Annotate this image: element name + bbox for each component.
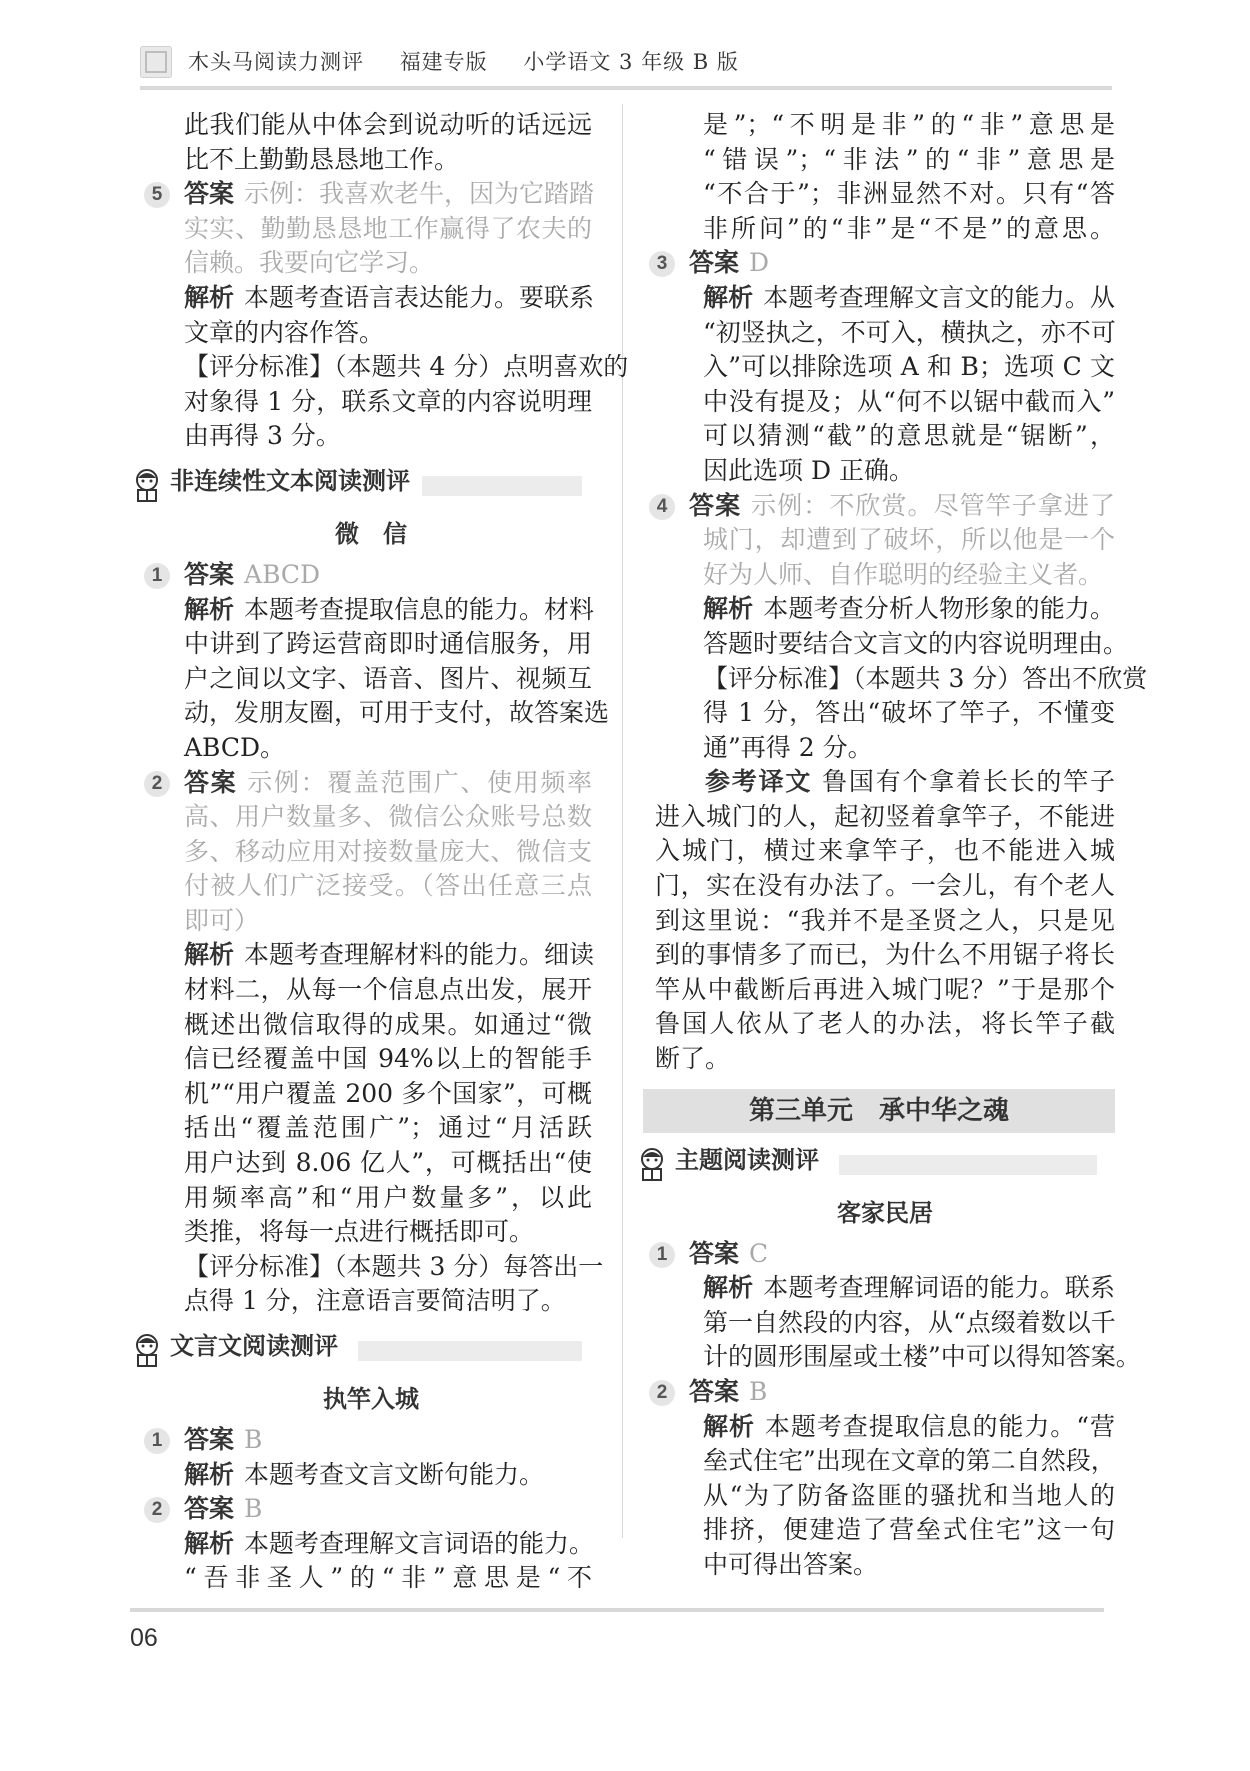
- analysis-label: 解析: [184, 1459, 235, 1489]
- criteria-text: 【评分标准】（本题共 3 分）答出不欣赏: [703, 663, 1148, 693]
- series-name: 木头马阅读力测评: [188, 50, 364, 74]
- analysis-label: 解析: [184, 594, 235, 624]
- analysis-text: 中可得出答案。: [703, 1549, 879, 1579]
- criteria-text: 得 1 分，答出“破坏了竿子，不懂变: [703, 698, 1115, 728]
- analysis-text: 本题考查理解文言词语的能力。: [244, 1528, 595, 1558]
- translation-text: 入城门，横过来拿竿子，也不能进入城: [655, 836, 1115, 866]
- answer-label: 答案: [184, 1425, 235, 1454]
- criteria-text: 【评分标准】（本题共 4 分）点明喜欢的: [184, 352, 629, 382]
- analysis-text: 文章的内容作答。: [184, 317, 385, 347]
- answer-text: D: [749, 248, 770, 278]
- question-number: 2: [144, 771, 170, 797]
- analysis-text: “错误”；“非法”的“非”意思是: [703, 144, 1115, 174]
- question-4: [655, 489, 1115, 524]
- analysis-label: 解析: [703, 1411, 755, 1441]
- analysis-label: 解析: [184, 282, 235, 312]
- answer-label: 答案: [184, 767, 238, 797]
- answer-text: 实实、勤勤恳恳地工作赢得了农夫的: [184, 213, 592, 243]
- criteria-text: 由再得 3 分。: [184, 421, 341, 451]
- translation-text: 断了。: [655, 1044, 731, 1074]
- analysis-text: 垒式住宅”出现在文章的第二自然段，: [703, 1446, 1116, 1476]
- unit-banner: 第三单元 承中华之魂: [643, 1089, 1115, 1133]
- answer-label: 答案: [689, 1377, 740, 1406]
- answer-text: C: [749, 1238, 769, 1268]
- question-5: [150, 177, 595, 212]
- analysis-text: 因此选项 D 正确。: [703, 455, 914, 485]
- left-column: [150, 108, 629, 1596]
- analysis-label: 解析: [184, 940, 235, 970]
- answer-text: 示例：我喜欢老牛，因为它踏踏: [244, 179, 595, 209]
- analysis-text: 是”；“不明是非”的“非”意思是: [703, 110, 1115, 139]
- analysis-text: 材料二，从每一个信息点出发，展开: [184, 975, 592, 1005]
- analysis-text: 中讲到了跨运营商即时通信服务，用: [184, 629, 592, 659]
- reader-icon: [637, 1147, 667, 1181]
- question-3: [655, 246, 1115, 281]
- question-number: 3: [649, 251, 675, 277]
- answer-text: 多、移动应用对接数量庞大、微信支: [184, 836, 592, 866]
- analysis-text: 本题考查提取信息的能力。“营: [764, 1411, 1115, 1441]
- analysis-text: ABCD。: [184, 732, 286, 762]
- question-1: [655, 1237, 1115, 1272]
- criteria-text: 【评分标准】（本题共 3 分）每答出一: [184, 1251, 604, 1281]
- section-title: 主题阅读测评: [675, 1145, 819, 1174]
- analysis-text: 用频率高”和“用户数量多”，以此: [184, 1182, 592, 1212]
- answer-text: 信赖。我要向它学习。: [184, 248, 435, 278]
- question-2: [655, 1375, 1115, 1410]
- analysis-text: 非所问”的“非”是“不是”的意思。: [703, 213, 1115, 243]
- answer-label: 答案: [689, 490, 742, 520]
- translation-text: 到的事情多了而已，为什么不用锯子将长: [655, 940, 1115, 970]
- analysis-text: 信已经覆盖中国 94%以上的智能手: [184, 1044, 592, 1074]
- edition-name: 福建专版: [399, 50, 488, 74]
- translation-text: 鲁国人依从了老人的办法，将长竿子截: [655, 1009, 1115, 1039]
- analysis-text: 计的圆形围屋或土楼”中可以得知答案。: [703, 1342, 1141, 1372]
- section-heading: [655, 1143, 1115, 1187]
- question-1: [150, 1423, 592, 1458]
- reader-icon: [132, 1333, 162, 1367]
- analysis-text: 可以猜测“截”的意思就是“锯断”，: [703, 421, 1115, 451]
- question-number: 1: [144, 563, 170, 589]
- article-title: 执竿入城: [323, 1385, 419, 1413]
- question-number: 1: [144, 1428, 170, 1454]
- criteria-text: 点得 1 分，注意语言要简洁明了。: [184, 1286, 566, 1316]
- analysis-text: 本题考查理解材料的能力。细读: [244, 940, 595, 970]
- article-title: 客家民居: [837, 1198, 933, 1227]
- analysis-text: 户之间以文字、语音、图片、视频互: [184, 663, 592, 693]
- answer-text: ABCD: [244, 559, 321, 589]
- analysis-text: 本题考查文言文断句能力。: [244, 1459, 545, 1489]
- analysis-label: 解析: [703, 282, 754, 312]
- analysis-text: 排挤，便建造了营垒式住宅”这一句: [703, 1515, 1115, 1545]
- analysis-text: 动，发朋友圈，可用于支付，故答案选: [184, 698, 610, 728]
- section-bar: [839, 1155, 1097, 1175]
- analysis-text: “初竖执之，不可入，横执之，亦不可: [703, 317, 1116, 347]
- section-title: 文言文阅读测评: [170, 1332, 338, 1360]
- question-number: 2: [649, 1380, 675, 1406]
- answer-text: B: [244, 1494, 263, 1524]
- translation-text: 竿从中截断后再进入城门呢？”于是那个: [655, 974, 1115, 1004]
- translation-label: 参考译文: [705, 767, 813, 797]
- question-2: [150, 766, 592, 801]
- section-bar: [358, 1341, 582, 1361]
- analysis-text: 概述出微信取得的成果。如通过“微: [184, 1009, 592, 1039]
- analysis-text: 中没有提及；从“何不以锯中截而入”: [703, 386, 1115, 416]
- analysis-text: 机”“用户覆盖 200 多个国家”，可概: [184, 1078, 592, 1108]
- question-1: [150, 558, 592, 593]
- question-number: 2: [144, 1497, 170, 1523]
- section-bar: [422, 476, 582, 496]
- answer-text: 城门，却遭到了破坏，所以他是一个: [703, 525, 1115, 555]
- analysis-text: 答题时要结合文言文的内容说明理由。: [703, 628, 1129, 658]
- analysis-text: 本题考查提取信息的能力。材料: [244, 594, 595, 624]
- header-rule: [140, 86, 1112, 90]
- analysis-text: 本题考查理解文言文的能力。从: [763, 282, 1115, 312]
- grade-name: 小学语文 3 年级 B 版: [523, 50, 739, 74]
- answer-label: 答案: [689, 1238, 740, 1268]
- answer-label: 答案: [184, 1494, 235, 1524]
- answer-label: 答案: [184, 559, 235, 589]
- analysis-text: 本题考查语言表达能力。要联系: [244, 282, 595, 312]
- question-number: 1: [649, 1242, 675, 1268]
- question-2: [150, 1492, 592, 1527]
- analysis-label: 解析: [184, 1528, 235, 1558]
- right-column: [655, 108, 1148, 1583]
- analysis-text: “不合于”；非洲显然不对。只有“答: [703, 179, 1115, 209]
- section-heading: [150, 464, 592, 508]
- answer-text: 即可）: [184, 905, 260, 935]
- text-line: 比不上勤勤恳恳地工作。: [184, 144, 460, 174]
- answer-label: 答案: [184, 179, 235, 209]
- page-header: [140, 40, 1112, 88]
- answer-text: 付被人们广泛接受。（答出任意三点: [184, 871, 592, 901]
- translation-text: 到这里说：“我并不是圣贤之人，只是见: [655, 905, 1115, 935]
- analysis-text: 入”可以排除选项 A 和 B；选项 C 文: [703, 352, 1115, 382]
- analysis-text: 类推，将每一点进行概括即可。: [184, 1217, 535, 1247]
- reader-icon: [132, 468, 162, 502]
- analysis-text: “吾非圣人”的“非”意思是“不: [184, 1563, 592, 1593]
- analysis-label: 解析: [703, 594, 754, 624]
- answer-text: B: [749, 1377, 768, 1406]
- translation-text: 鲁国有个拿着长长的竿子: [822, 767, 1115, 797]
- column-divider: [622, 104, 623, 1538]
- answer-text: 示例：不欣赏。尽管竿子拿进了: [751, 490, 1115, 520]
- article-title: 微 信: [335, 519, 407, 548]
- text-line: 此我们能从中体会到说动听的话远远: [184, 110, 592, 139]
- header-text: [188, 46, 767, 76]
- footer-rule: [130, 1608, 1104, 1612]
- answer-text: 高、用户数量多、微信公众账号总数: [184, 802, 592, 832]
- criteria-text: 对象得 1 分，联系文章的内容说明理: [184, 386, 592, 416]
- section-heading: [150, 1329, 592, 1373]
- analysis-text: 用户达到 8.06 亿人”，可概括出“使: [184, 1148, 592, 1178]
- brand-logo-icon: [140, 46, 172, 78]
- page-number: 06: [130, 1624, 158, 1652]
- analysis-text: 第一自然段的内容，从“点缀着数以千: [703, 1307, 1116, 1337]
- analysis-text: 本题考查分析人物形象的能力。: [763, 594, 1115, 624]
- analysis-text: 本题考查理解词语的能力。联系: [763, 1273, 1115, 1303]
- analysis-text: 括出“覆盖范围广”；通过“月活跃: [184, 1113, 592, 1143]
- translation-text: 进入城门的人，起初竖着拿竿子，不能进: [655, 801, 1115, 831]
- translation-text: 门，实在没有办法了。一会儿，有个老人: [655, 871, 1115, 901]
- answer-text: B: [244, 1425, 263, 1454]
- analysis-label: 解析: [703, 1273, 754, 1303]
- analysis-text: 从“为了防备盗匪的骚扰和当地人的: [703, 1480, 1115, 1510]
- question-number: 5: [144, 182, 170, 208]
- answer-text: 好为人师、自作聪明的经验主义者。: [703, 559, 1104, 589]
- answer-text: 示例：覆盖范围广、使用频率: [247, 767, 592, 797]
- criteria-text: 通”再得 2 分。: [703, 732, 873, 762]
- section-title: 非连续性文本阅读测评: [170, 466, 410, 495]
- answer-label: 答案: [689, 248, 740, 278]
- question-number: 4: [649, 494, 675, 520]
